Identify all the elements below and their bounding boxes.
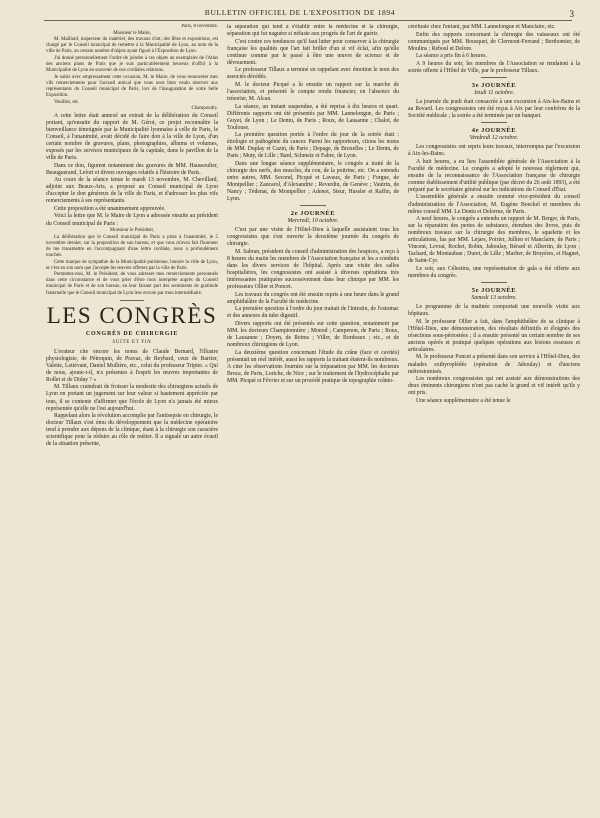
- column-middle: [227, 24, 399, 814]
- paragraph: L'assemblée générale a ensuite nommé vice-président du conseil d'administration de l'Association, M. Eugène Boeckel et membres du même conseil MM. Le Dentu et Delorme, de Paris.: [408, 194, 580, 215]
- section-rule: [300, 205, 326, 206]
- paragraph: Cette proposition a été unanimement approuvée.: [54, 205, 166, 212]
- paragraph: Voici la lettre que M. le Maire de Lyon a adressée ensuite au président du Conseil municipal de Paris :: [46, 213, 218, 227]
- paragraph: L'orateur cite encore les noms de Claude Bernard, l'illustre physiologiste, de Pétrequin, de Pravaz, de Reybard, ceux de Barrier, Valette, Letiévant, Daniel Mollière, etc., celui du professeur Tripier. « Qui de nous, ajoute-t-il, n'a présentes à l'esprit les œuvres importantes de Rollet et de Diday ? »: [46, 348, 218, 383]
- paragraph: C'est contre ces tendances qu'il faut lutter pour conserver à la chirurgie française les qualités que l'art fait briller d'un si vif éclat, afin qu'elle continue comme par le passé à être une œuvre de science et de dévouement.: [227, 38, 399, 66]
- day-heading: 2e JOURNÉE: [290, 210, 336, 218]
- paragraph: M. Tillaux craindrait de froisser la modestie des chirurgiens actuels de Lyon en portant un jugement sur leur valeur si hautement appréciée par tous, il se contente d'affirmer que l'école de Lyon n'a jamais été mieux représentée qu'elle ne l'est aujourd'hui.: [46, 384, 218, 412]
- section-title: LES CONGRÈS: [46, 302, 218, 328]
- day-date: Vendredi 12 octobre.: [469, 135, 519, 142]
- paragraph: M. le professeur Poncet a présenté dans son service à l'Hôtel-Dieu, des malades exthyroplédés (opération de Jaboulay) et d'anciens métrostomisés.: [408, 354, 580, 375]
- paragraph: Rappelant alors la révolution accomplie par l'antisepsie en chirurgie, le docteur Tillaux s'est ému du développement que la médecine opératoire tend à prendre aux dépens de la clinique, étant à la chirurgie son caractère scientifique pour la réduire au rôle de métier. Il a signalé un autre écueil de la situation présente,: [46, 413, 218, 448]
- section-rule: [481, 282, 507, 283]
- paragraph: Le soir, aux Célestins, une représentation de gala a été offerte aux membres du congrès.: [408, 265, 580, 279]
- paragraph: Au cours de la séance tenue le mardi 13 novembre, M. Chevillard, adjoint aux Beaux-Arts, a proposé au Conseil municipal de Lyon d'accepter le don généreux de la ville de Paris, et d'adresser les plus vifs remerciements à ses représentants.: [46, 177, 218, 205]
- congress-subtitle: CONGRÈS DE CHIRURGIE: [85, 330, 179, 337]
- paragraph: La première question portée à l'ordre du jour de la soirée était : étiologie et pathogénie du cancer. Parmi les rapporteurs, citons les noms de MM. Duplay et Cazin, de Paris ; Depage, de Bruxelles ; Le Dentu, de Paris ; Moty, de Lille ; Bard, Schmetz et Fabre, de Lyon.: [227, 132, 399, 160]
- paragraph: Dans une longue séance supplémentaire, le congrès a traité de la chirurgie des nerfs, des muscles, du cou, de la poitrine, etc. On a entendu entre autres, MM. Second, Picqué et Lavaux, de Paris ; Forgue, de Montpellier ; Zancarol, d'Alexandrie ; Reverdin, de Genève ; Vautrin, de Nancy ; Tédenat, de Montpellier ; Adenot, Sieur, Hussler et Raffin, de Lyon.: [227, 160, 399, 203]
- day-date: Jeudi 11 octobre.: [473, 89, 515, 96]
- paragraph: A 9 heures du soir, les membres de l'Association se rendaient à la soirée offerte à l'Hôtel de Ville, par le professeur Tillaux.: [408, 60, 580, 74]
- day-heading: 4e JOURNÉE: [471, 127, 517, 135]
- column-left: [46, 24, 218, 794]
- salutation: Monsieur le Président,: [109, 228, 155, 234]
- dateline: Paris, 8 novembre.: [181, 24, 218, 29]
- paragraph: Une séance supplémentaire a été tenue le: [416, 397, 511, 404]
- paragraph: Dans ce don, figurent notamment des gravures de MM. Haussoulier, Beauguerand, Lefort et divers ouvrages relatifs à l'histoire de Paris.: [46, 162, 218, 176]
- day-date: Mercredi, 10 octobre.: [287, 218, 339, 225]
- running-head: BULLETIN OFFICIEL DE L'EXPOSITION DE 1894: [204, 8, 396, 17]
- paragraph: A neuf heures, le congrès a entendu un rapport de M. Berger, de Paris, sur la réparation des pertes de substance, étendues des livres, puis de nombreux travaux sur la chirurgie des membres, le squelette et les articulations, lus par MM. Lejars, Poirier, Jullien et Manclaire, de Paris ; Vincent, Levrat, Rochet, Robin, Jaboulay, Bérard et Albertin, de Lyon ; Tachard, de Montauban ; Duret, de Lille ; Marlier, de Bruyères, et Hagnet, de Saint-Cyr.: [408, 216, 580, 265]
- paragraph: Les nombreux congressistes qui ont assisté aux démonstrations des deux éminents chirurgiens n'ont pas caché le grand et vif intérêt qu'ils y ont pris.: [408, 376, 580, 397]
- paragraph: A cette lettre était annexé un extrait de la délibération du Conseil portant, qu'ensuite du rapport de M. Gérot, ce projet reconnaître la bienveillance témoignée par la Municipalité lyonnaise à celle de Paris, le Conseil, à l'unanimité, avait décidé de faire don à la ville de Lyon, d'un certain nombre de gravures, plans, photographies, albums et volumes, exposés par les services municipaux de la capitale, dans le pavillon de la ville de Paris.: [46, 112, 218, 162]
- paragraph: M. le docteur Picqué a lu ensuite un rapport sur la marche de l'association, et présenté le compte rendu financier, en l'absence du trésorier, M. Alcan.: [227, 81, 399, 102]
- congress-suite: SUITE ET FIN: [112, 339, 152, 345]
- paragraph: Divers rapports ont été présentés sur cette question, notamment par MM. les docteurs Championnière ; Monod ; Campenon, de Paris ; Roux, de Lausanne ; Doyen, de Reims ; Viller, de Bordeaux ; etc., et de nombreux chirurgiens de Lyon.: [227, 320, 399, 349]
- column-right: [408, 24, 580, 814]
- paragraph: Le professeur Tillaux a terminé en rappelant avec émotion le nom des associés décédés.: [227, 67, 399, 81]
- paragraph: Les travaux du congrès ont été ensuite repris à une heure dans le grand amphithéâtre de la Faculté de médecine.: [227, 291, 399, 305]
- section-rule: [481, 77, 507, 78]
- header-rule: [44, 20, 572, 21]
- letter-paragraph: Cette marque de sympathie de la Municipalité parisienne, honore la ville de Lyon, et c'est en son nom que j'accepte les œuvres offertes par la ville de Paris.: [46, 259, 218, 271]
- paragraph: La séance a pris fin à 6 heures.: [416, 53, 487, 60]
- paragraph: cérébrale chez l'enfant, par MM. Lannelongue et Manclaire, etc.: [408, 24, 556, 30]
- section-rule: [481, 122, 507, 123]
- day-heading: 3e JOURNÉE: [471, 81, 517, 89]
- paragraph: La journée du jeudi était consacrée à une excursion à Aix-les-Bains et au Revard. Les congressistes ont été reçus à Aix par leur confrères de la Société médicale ; la soirée a été terminée par un banquet.: [408, 98, 580, 120]
- salutation: Monsieur le Maire,: [113, 30, 151, 36]
- letter-paragraph: Permettez-moi, M. le Président, de vous adresser mes remerciements personnels dans cette circonstance et de vous prier d'être mon interprète auprès du Conseil municipal de Paris et de son bureau, en leur faisant part des sentiments de gratitude fraternelle que le Conseil municipal de Lyon leur envoie par mon intermédiaire.: [46, 272, 218, 296]
- letter-paragraph: Je saisis avec empressement cette occasion, M. le Maire, de vous renouveler mes vifs remerciements pour l'accueil amical que vous avez bien voulu réserver aux représentants du Conseil municipal de Paris, lors de l'inauguration de votre belle Exposition.: [46, 74, 218, 99]
- paragraph: M. le professeur Ollier a fait, dans l'amphithéâtre de sa clinique à l'Hôtel-Dieu, une démonstration, des résultats définitifs et éloignés des résections sous-périostées ; il a ensuite présenté un certain nombre de ses anciens opérés et pratiqué quelques opérations aux lésions osseuses et articulaires.: [408, 318, 580, 353]
- letter-paragraph: M. Maillard, inspecteur du matériel, des travaux d'art, des fêtes et expositions, est chargé par le Conseil municipal de remettre à la Municipalité de Lyon, au nom de la ville de Paris, un certain nombre d'objets ayant figuré à l'Exposition de Lyon.: [46, 37, 218, 55]
- paragraph: C'est par une visite de l'Hôtel-Dieu à laquelle assistaient tous les congressistes que s'est ouverte la deuxième journée du congrès de chirurgie.: [227, 227, 399, 248]
- letter-paragraph: J'ai donné personnellement l'ordre de joindre à ces objets un exemplaire de l'Atlas des anciens plans de Paris que je suis particulièrement heureux d'offrir à la Municipalité de Lyon en souvenir de nos cordiales relations.: [46, 55, 218, 74]
- paragraph: Le programme de la matinée comportait une nouvelle visite aux hôpitaux.: [408, 304, 580, 318]
- day-date: Samedi 13 octobre.: [471, 295, 517, 302]
- paragraph: la séparation qui tend à s'établir entre la médecine et la chirurgie, séparation qui fut naguère si néfaste aux progrès de l'art de guérir.: [227, 24, 399, 38]
- paragraph: La séance, un instant suspendue, a été reprise à dix heures et quart. Différents rapports ont été présentés par MM. Lannelongue, de Paris ; Guyet, de Lyon ; Le Dentu, de Paris ; Roux, de Lausanne ; Chalot, de Toulouse.: [227, 103, 399, 131]
- paragraph: Les congressistes ont repris leurs travaux, interrompus par l'excursion à Aix-les-Bains.: [408, 144, 580, 158]
- paragraph: La première question à l'ordre du jour traitait de l'intestin, de l'estomac et des annexes du tube digestif.: [227, 306, 399, 320]
- paragraph: Enfin des rapports concernant la chirurgie des vaisseaux ont été communiqués par MM. Bousquet, de Clermont-Ferrand ; Berthomier, de Moulins ; Reboul et Delore.: [408, 31, 580, 52]
- paragraph: M. Sabran, président du conseil d'administration des hospices, a reçu à 8 heures du matin les membres de l'Association française et les a conduits dans les divers services de l'hôpital. Après une visite des salles hospitalières, les congressistes ont assisté à diverses opérations très intéressantes pratiquées successivement dans leur clinique par MM. les professeurs Ollier et Poncet.: [227, 248, 399, 291]
- signature: Champoudry.: [191, 106, 218, 112]
- paragraph: La deuxième question concernant l'étude du crâne (face et cavités) présentait un réel intérêt, aussi les rapports la traitant étaient-ils nombreux. A citer les observations fournies sur la trépanation par MM. les docteurs Broca, de Paris, Loriche, de Nice ; sur le traitement de l'hydrocéphalie par MM. Picqué et Février et sur un procédé pratique de topographie crânio-: [227, 349, 399, 384]
- section-rule: [120, 300, 144, 301]
- paragraph: A huit heures, a eu lieu l'assemblée générale de l'Association à la Faculté de médecine. Le congrès a adopté le nouveau règlement qui, ensuite de la reconnaissance de l'Association française de chirurgie comme établissement d'utilité publique (par décret du 26 août 1893), a été préparé par le secrétaire général sur les indications du Conseil d'État.: [408, 158, 580, 193]
- letter-closing: Veuillez, etc.: [54, 99, 80, 105]
- day-heading: 5e JOURNÉE: [471, 287, 517, 295]
- letter-paragraph: La délibération que le Conseil municipal de Paris a prise à l'unanimité, le 5 novembre dernier, sur la proposition de son bureau, et que vous m'avez fait l'honneur de me transmettre en l'accompagnant d'une lettre cordiale, nous a profondément touchés.: [46, 234, 218, 258]
- page-number: 3: [569, 9, 574, 19]
